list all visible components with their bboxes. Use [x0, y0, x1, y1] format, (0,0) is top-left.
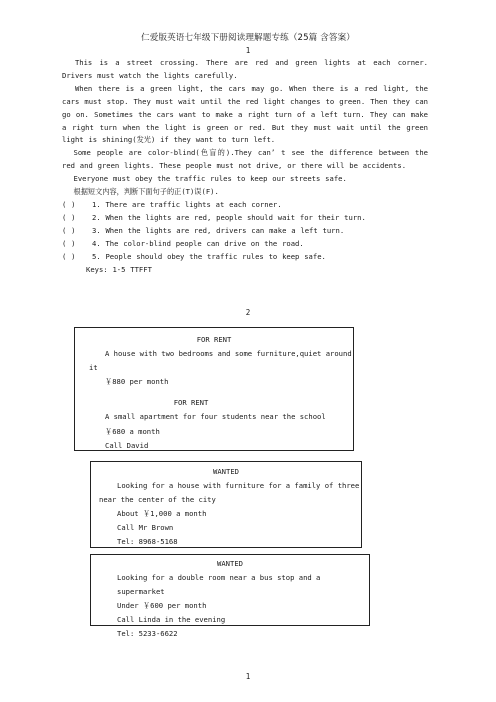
ad-line: Looking for a house with furniture for a family of three — [117, 481, 360, 491]
ad-price: About ￥1,000 a month — [117, 509, 207, 519]
ad-line: near the center of the city — [99, 495, 216, 505]
question-item — [62, 212, 428, 225]
document-title: 仁爱版英语七年级下册阅读理解题专练（25篇 含答案） — [141, 33, 355, 43]
passage-1 — [62, 57, 428, 276]
answer-blank: ( ) — [62, 225, 76, 235]
answer-blank: ( ) — [62, 199, 76, 209]
ad-line: it — [89, 363, 98, 373]
passage-paragraph: Everyone must obey the traffic rules to keep our streets safe. — [73, 174, 347, 184]
question-text: 2. When the lights are red, people should wait for their turn. — [92, 212, 366, 222]
wanted-ad-box-1 — [90, 461, 362, 548]
ad-price: ￥880 per month — [105, 377, 169, 387]
answer-blank: ( ) — [62, 251, 76, 261]
wanted-ad-box-2 — [90, 554, 370, 639]
answer-blank: ( ) — [62, 238, 76, 248]
question-item — [62, 251, 428, 264]
question-instruction: 根据短文内容，判断下面句子的正(T)误(F). — [73, 187, 219, 197]
ad-phone: Tel: 8968-5168 — [117, 537, 178, 547]
ad-heading: FOR RENT — [196, 335, 232, 344]
question-text: 3. When the lights are red, drivers can make a left turn. — [92, 225, 345, 235]
ad-heading: WANTED — [217, 559, 243, 568]
ad-line: Looking for a double room near a bus stop and a supermarket — [117, 573, 321, 597]
answer-blank: ( ) — [62, 212, 76, 222]
ad-heading: FOR RENT — [173, 398, 209, 408]
passage-paragraph: Some people are color-blind(色盲的).They can’ t see the difference between the red and green lights. These people must not drive, or there will be accidents. — [62, 148, 428, 171]
ad-line: A house with two bedrooms and some furniture,quiet around — [105, 349, 352, 359]
section-number-1: 1 — [245, 46, 251, 55]
question-item — [62, 225, 428, 238]
for-rent-ad-box — [74, 327, 354, 451]
ad-line: A small apartment for four students near the school — [105, 412, 326, 422]
passage-paragraph: When there is a green light, the cars may go. When there is a red light, the cars must stop. They must wait until the red light changes to green. Then they can go on. Sometimes the cars want to make a right turn of a left turn. They can make a right turn when the light is green or red. But they must wait until the green light is shining(发光) if they want to turn left. — [62, 83, 428, 145]
section-number-2: 2 — [245, 308, 251, 317]
ad-phone: Tel: 5233-6622 — [117, 629, 178, 639]
answer-keys: Keys: 1-5 TTFFT — [86, 264, 152, 274]
question-text: 1. There are traffic lights at each corner. — [92, 199, 282, 209]
question-text: 5. People should obey the traffic rules to keep safe. — [92, 251, 326, 261]
ad-contact: Call David — [105, 440, 149, 450]
question-text: 4. The color-blind people can drive on the road. — [92, 238, 304, 248]
ad-contact: Call Linda in the evening — [117, 615, 226, 625]
passage-paragraph: This is a street crossing. There are red and green lights at each corner. Drivers must watch the lights carefully. — [62, 58, 428, 80]
ad-contact: Call Mr Brown — [117, 523, 174, 533]
question-item — [62, 199, 428, 212]
ad-heading: WANTED — [213, 467, 239, 476]
question-list — [62, 199, 428, 264]
ad-price: ￥680 a month — [105, 426, 160, 436]
page-number: 1 — [245, 672, 251, 681]
question-item — [62, 238, 428, 251]
ad-price: Under ￥600 per month — [117, 601, 207, 611]
